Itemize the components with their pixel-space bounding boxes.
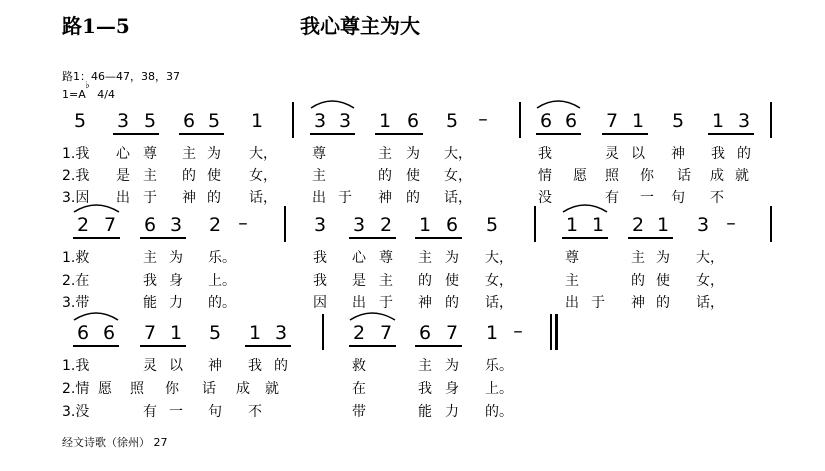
lyric: 主 bbox=[143, 168, 157, 184]
lyric: 力 bbox=[169, 295, 183, 311]
lyric: 主 bbox=[378, 146, 392, 162]
lyric: 3.因 bbox=[62, 190, 90, 206]
lyric: 身 bbox=[445, 381, 459, 397]
lyric: 大， bbox=[696, 250, 724, 266]
note: 6 bbox=[418, 322, 432, 344]
note: 6 bbox=[564, 110, 578, 132]
slur-arc bbox=[537, 101, 580, 108]
lyric: 的。 bbox=[208, 295, 236, 311]
lyric: 你 bbox=[165, 381, 179, 397]
lyric: 句 bbox=[671, 190, 685, 206]
note: 1 bbox=[250, 110, 264, 132]
lyric: 的 bbox=[445, 295, 459, 311]
lyric: 你 bbox=[640, 168, 654, 184]
lyric: 灵 bbox=[143, 358, 157, 374]
lyric: 愿 bbox=[98, 381, 112, 397]
note: 3 bbox=[116, 110, 130, 132]
note: 1 bbox=[591, 214, 605, 236]
lyric: 我 bbox=[143, 273, 157, 289]
note: 1 bbox=[711, 110, 725, 132]
lyric: 一 bbox=[640, 190, 654, 206]
lyric: 3.带 bbox=[62, 295, 90, 311]
lyric: 3.没 bbox=[62, 404, 90, 420]
note: 1 bbox=[418, 214, 432, 236]
lyric: 心 bbox=[116, 146, 130, 162]
note: 3 bbox=[313, 110, 327, 132]
hymn-reference: 路1—5 bbox=[62, 14, 130, 38]
lyric: 一 bbox=[169, 404, 183, 420]
lyric: 使 bbox=[445, 273, 459, 289]
hold-dash: – bbox=[513, 320, 523, 342]
lyric: 不 bbox=[248, 404, 262, 420]
lyric: 有 bbox=[143, 404, 157, 420]
lyric: 的 bbox=[418, 273, 432, 289]
note: 3 bbox=[338, 110, 352, 132]
note: 5 bbox=[208, 322, 222, 344]
lyric: 我 bbox=[313, 250, 327, 266]
note: 7 bbox=[379, 322, 393, 344]
lyric: 句 bbox=[208, 404, 222, 420]
lyric: 就 bbox=[735, 168, 749, 184]
lyric: 尊 bbox=[565, 250, 579, 266]
note: 5 bbox=[485, 214, 499, 236]
lyric: 1.我 bbox=[62, 358, 90, 374]
note: 1 bbox=[248, 322, 262, 344]
lyric: 神 bbox=[208, 358, 222, 374]
lyric: 愿 bbox=[573, 168, 587, 184]
time-signature: 4/4 bbox=[97, 88, 115, 101]
lyric: 的。 bbox=[485, 404, 513, 420]
source-footer: 经文诗歌（徐州） 27 bbox=[62, 436, 168, 449]
slur-arc bbox=[74, 313, 118, 320]
lyric: 成 bbox=[236, 381, 250, 397]
lyric: 照 bbox=[605, 168, 619, 184]
lyric: 能 bbox=[143, 295, 157, 311]
lyric: 话 bbox=[677, 168, 691, 184]
lyric: 灵 bbox=[605, 146, 619, 162]
note: 7 bbox=[605, 110, 619, 132]
hold-dash: – bbox=[726, 212, 736, 234]
lyric: 出 bbox=[116, 190, 130, 206]
note: 1 bbox=[485, 322, 499, 344]
note: 6 bbox=[182, 110, 196, 132]
lyric: 主 bbox=[182, 146, 196, 162]
lyric: 力 bbox=[445, 404, 459, 420]
note: 3 bbox=[737, 110, 751, 132]
lyric: 的 bbox=[182, 168, 196, 184]
key-text: 1=A bbox=[62, 88, 86, 101]
lyric: 神 bbox=[631, 295, 645, 311]
lyric: 身 bbox=[169, 273, 183, 289]
lyric: 出 bbox=[565, 295, 579, 311]
hold-dash: – bbox=[478, 108, 488, 130]
lyric: 以 bbox=[169, 358, 183, 374]
lyric: 的 bbox=[406, 190, 420, 206]
note: 7 bbox=[103, 214, 117, 236]
lyric: 主 bbox=[418, 358, 432, 374]
note: 1 bbox=[169, 322, 183, 344]
slur-arc bbox=[350, 313, 395, 320]
lyric: 使 bbox=[656, 273, 670, 289]
lyric: 女， bbox=[249, 168, 277, 184]
lyric: 尊 bbox=[312, 146, 326, 162]
note: 7 bbox=[445, 322, 459, 344]
note: 2 bbox=[76, 214, 90, 236]
lyric: 以 bbox=[631, 146, 645, 162]
lyric: 的 bbox=[274, 358, 288, 374]
lyric: 的 bbox=[631, 273, 645, 289]
lyric: 出 bbox=[312, 190, 326, 206]
lyric: 1.救 bbox=[62, 250, 90, 266]
slur-arc bbox=[563, 205, 607, 212]
lyric: 主 bbox=[379, 273, 393, 289]
lyric: 大， bbox=[444, 146, 472, 162]
lyric: 情 bbox=[538, 168, 552, 184]
lyric: 1.我 bbox=[62, 146, 90, 162]
note: 5 bbox=[143, 110, 157, 132]
lyric: 为 bbox=[406, 146, 420, 162]
lyric: 于 bbox=[379, 295, 393, 311]
note: 7 bbox=[143, 322, 157, 344]
lyric: 2.在 bbox=[62, 273, 90, 289]
lyric: 我 bbox=[711, 146, 725, 162]
lyric: 女， bbox=[485, 273, 513, 289]
lyric: 的 bbox=[207, 190, 221, 206]
hold-dash: – bbox=[238, 212, 248, 234]
note: 1 bbox=[631, 110, 645, 132]
lyric: 我 bbox=[248, 358, 262, 374]
note: 1 bbox=[378, 110, 392, 132]
note: 5 bbox=[73, 110, 87, 132]
note: 6 bbox=[76, 322, 90, 344]
lyric: 大， bbox=[485, 250, 513, 266]
note: 6 bbox=[102, 322, 116, 344]
lyric: 为 bbox=[445, 358, 459, 374]
lyric: 于 bbox=[591, 295, 605, 311]
lyric: 的 bbox=[656, 295, 670, 311]
lyric: 带 bbox=[352, 404, 366, 420]
lyric: 尊 bbox=[379, 250, 393, 266]
lyric: 为 bbox=[656, 250, 670, 266]
lyric: 为 bbox=[207, 146, 221, 162]
note: 3 bbox=[169, 214, 183, 236]
lyric: 2.情 bbox=[62, 381, 90, 397]
note: 2 bbox=[631, 214, 645, 236]
lyric: 上。 bbox=[208, 273, 236, 289]
lyric: 上。 bbox=[485, 381, 513, 397]
lyric: 因 bbox=[313, 295, 327, 311]
flat-symbol: ♭ bbox=[85, 80, 90, 91]
note: 1 bbox=[565, 214, 579, 236]
lyric: 乐。 bbox=[208, 250, 236, 266]
lyric: 2.我 bbox=[62, 168, 90, 184]
lyric: 的 bbox=[378, 168, 392, 184]
lyric: 话， bbox=[696, 295, 724, 311]
lyric: 照 bbox=[130, 381, 144, 397]
note: 5 bbox=[207, 110, 221, 132]
lyric: 女， bbox=[444, 168, 472, 184]
note: 5 bbox=[671, 110, 685, 132]
lyric: 尊 bbox=[143, 146, 157, 162]
lyric: 主 bbox=[312, 168, 326, 184]
note: 6 bbox=[143, 214, 157, 236]
lyric: 主 bbox=[418, 250, 432, 266]
lyric: 为 bbox=[445, 250, 459, 266]
lyric: 大， bbox=[249, 146, 277, 162]
note: 3 bbox=[313, 214, 327, 236]
note: 3 bbox=[696, 214, 710, 236]
lyric: 不 bbox=[710, 190, 724, 206]
note: 6 bbox=[406, 110, 420, 132]
note: 3 bbox=[352, 214, 366, 236]
slur-arc bbox=[74, 205, 119, 212]
lyric: 成 bbox=[710, 168, 724, 184]
lyric: 主 bbox=[631, 250, 645, 266]
lyric: 我 bbox=[418, 381, 432, 397]
lyric: 话 bbox=[202, 381, 216, 397]
lyric: 出 bbox=[352, 295, 366, 311]
lyric: 心 bbox=[352, 250, 366, 266]
lyric: 神 bbox=[671, 146, 685, 162]
lyric: 话， bbox=[249, 190, 277, 206]
lyric: 于 bbox=[143, 190, 157, 206]
scripture-reference: 路1：46—47，38，37 bbox=[62, 70, 180, 83]
lyric: 救 bbox=[352, 358, 366, 374]
lyric: 的 bbox=[737, 146, 751, 162]
note: 5 bbox=[445, 110, 459, 132]
lyric: 话， bbox=[444, 190, 472, 206]
lyric: 话， bbox=[485, 295, 513, 311]
lyric: 是 bbox=[116, 168, 130, 184]
lyric: 使 bbox=[406, 168, 420, 184]
lyric: 我 bbox=[538, 146, 552, 162]
lyric: 就 bbox=[265, 381, 279, 397]
note: 1 bbox=[656, 214, 670, 236]
lyric: 使 bbox=[207, 168, 221, 184]
lyric: 主 bbox=[565, 273, 579, 289]
note: 6 bbox=[539, 110, 553, 132]
note: 3 bbox=[274, 322, 288, 344]
note: 2 bbox=[352, 322, 366, 344]
lyric: 神 bbox=[182, 190, 196, 206]
lyric: 神 bbox=[378, 190, 392, 206]
lyric: 没 bbox=[538, 190, 552, 206]
lyric: 乐。 bbox=[485, 358, 513, 374]
lyric: 女， bbox=[696, 273, 724, 289]
slur-arc bbox=[311, 101, 354, 108]
hymn-title: 我心尊主为大 bbox=[300, 14, 420, 38]
note: 2 bbox=[379, 214, 393, 236]
note: 2 bbox=[208, 214, 222, 236]
lyric: 主 bbox=[143, 250, 157, 266]
lyric: 我 bbox=[313, 273, 327, 289]
lyric: 有 bbox=[605, 190, 619, 206]
lyric: 在 bbox=[352, 381, 366, 397]
lyric: 能 bbox=[418, 404, 432, 420]
lyric: 是 bbox=[352, 273, 366, 289]
lyric: 于 bbox=[338, 190, 352, 206]
lyric: 为 bbox=[169, 250, 183, 266]
lyric: 神 bbox=[418, 295, 432, 311]
note: 6 bbox=[445, 214, 459, 236]
